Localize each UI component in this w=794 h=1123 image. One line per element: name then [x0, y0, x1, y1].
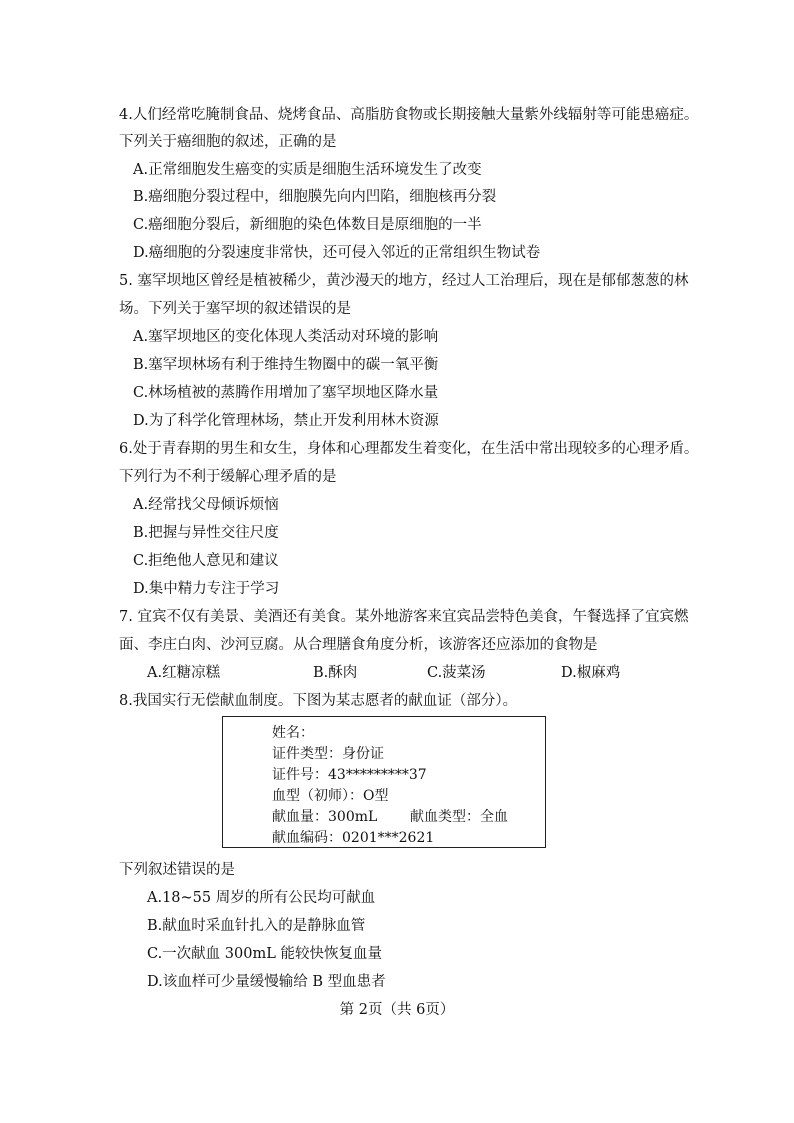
q5-option-a: A.塞罕坝地区的变化体现人类活动对环境的影响 [133, 329, 439, 345]
q6-option-d: D.集中精力专注于学习 [133, 581, 280, 597]
q7-stem-line1: 7. 宜宾不仅有美景、美酒还有美食。某外地游客来宜宾品尝特色美食，午餐选择了宜宾燃 [119, 609, 689, 625]
q5-stem-line1: 5. 塞罕坝地区曾经是植被稀少，黄沙漫天的地方，经过人工治理后，现在是郁郁葱葱的林 [119, 273, 689, 289]
cert-name: 姓名： [272, 725, 314, 741]
q4-option-c: C.癌细胞分裂后，新细胞的染色体数目是原细胞的一半 [133, 217, 482, 233]
q4-option-b: B.癌细胞分裂过程中，细胞膜先向内凹陷，细胞核再分裂 [133, 189, 497, 205]
q8-option-a: A.18~55 周岁的所有公民均可献血 [147, 890, 376, 906]
q8-question: 下列叙述错误的是 [119, 862, 235, 878]
q5-stem-line2: 场。下列关于塞罕坝的叙述错误的是 [119, 301, 351, 317]
q5-option-b: B.塞罕坝林场有利于维持生物圈中的碳一氧平衡 [133, 357, 439, 373]
q6-option-b: B.把握与异性交往尺度 [133, 525, 279, 541]
q4-stem-line1: 4.人们经常吃腌制食品、烧烤食品、高脂肪食物或长期接触大量紫外线辐射等可能患癌症。 [119, 107, 699, 123]
q7-stem-line2: 面、李庄白肉、沙河豆腐。从合理膳食角度分析，该游客还应添加的食物是 [119, 637, 598, 653]
q6-stem-line2: 下列行为不利于缓解心理矛盾的是 [119, 469, 337, 485]
q4-stem-line2: 下列关于癌细胞的叙述，正确的是 [119, 134, 337, 150]
cert-code: 献血编码：0201***2621 [272, 830, 435, 846]
q7-option-b: B.酥肉 [313, 665, 358, 681]
cert-volume: 献血量：300mL [272, 809, 378, 825]
q7-option-c: C.菠菜汤 [427, 665, 486, 681]
q7-option-d: D.椒麻鸡 [561, 665, 621, 681]
q8-option-c: C.一次献血 300mL 能较快恢复血量 [147, 946, 382, 962]
q5-option-d: D.为了科学化管理林场，禁止开发利用林木资源 [133, 413, 439, 429]
q5-option-c: C.林场植被的蒸腾作用增加了塞罕坝地区降水量 [133, 385, 439, 401]
q7-options-row [147, 663, 647, 683]
q6-stem-line1: 6.处于青春期的男生和女生，身体和心理都发生着变化，在生活中常出现较多的心理矛盾。 [119, 441, 699, 457]
q8-option-d: D.该血样可少量缓慢输给 B 型血患者 [147, 974, 386, 990]
q6-option-a: A.经常找父母倾诉烦恼 [133, 497, 279, 513]
q8-stem: 8.我国实行无偿献血制度。下图为某志愿者的献血证（部分）。 [119, 693, 518, 709]
cert-id-number: 证件号：43*********37 [272, 767, 427, 783]
cert-donation-type: 献血类型：全血 [410, 809, 508, 825]
q4-option-d: D.癌细胞的分裂速度非常快，还可侵入邻近的正常组织生物试卷 [133, 245, 541, 261]
blood-donation-certificate [222, 716, 546, 848]
q6-option-c: C.拒绝他人意见和建议 [133, 553, 279, 569]
q4-option-a: A.正常细胞发生癌变的实质是细胞生活环境发生了改变 [133, 162, 482, 178]
cert-id-type: 证件类型：身份证 [272, 746, 384, 762]
cert-blood-type: 血型（初师）：O型 [272, 788, 389, 804]
q8-option-b: B.献血时采血针扎入的是静脉血管 [147, 918, 366, 934]
q7-option-a: A.红糖凉糕 [147, 665, 221, 681]
page-footer: 第 2页（共 6页） [339, 1002, 455, 1018]
